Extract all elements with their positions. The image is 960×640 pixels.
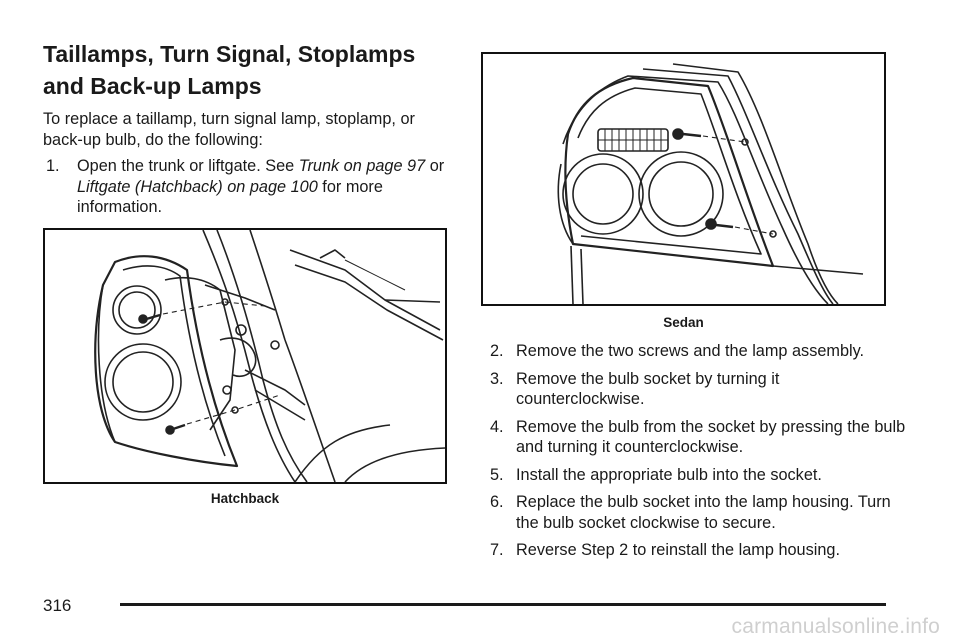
step-6: [490, 492, 910, 533]
step-5-text: Install the appropriate bulb into the socket.: [516, 465, 822, 484]
step-7: [490, 540, 910, 561]
trunk-reference-link[interactable]: Trunk on page 97: [298, 157, 426, 175]
liftgate-reference-link[interactable]: Liftgate (Hatchback) on page 100: [77, 177, 318, 196]
step-6-number: 6.: [490, 493, 504, 511]
hatchback-taillamp-drawing: [45, 230, 445, 482]
steps-list: [490, 341, 910, 568]
step-5-number: 5.: [490, 465, 504, 484]
section-title-line1: Taillamps, Turn Signal, Stoplamps: [43, 41, 416, 67]
intro-paragraph: To replace a taillamp, turn signal lamp, stoplamp, or back-up bulb, do the following:: [43, 110, 415, 149]
step-1-number: 1.: [46, 157, 60, 175]
step-7-number: 7.: [490, 541, 504, 559]
step-1-text: [77, 156, 453, 218]
step-5: [490, 465, 910, 486]
hatchback-illustration: [43, 228, 447, 484]
step-1-text-c: for more information.: [77, 177, 383, 216]
step-4-text: Remove the bulb from the socket by pressing the bulb and turning it counterclockwise.: [516, 417, 906, 456]
step-1-text-b: or: [425, 157, 445, 175]
step-7-text: Reverse Step 2 to reinstall the lamp housing.: [516, 541, 840, 559]
step-1: [43, 156, 453, 218]
sedan-illustration: [481, 52, 886, 306]
step-3-text: Remove the bulb socket by turning it counterclockwise.: [516, 369, 780, 408]
step-2-text: Remove the two screws and the lamp assembly.: [516, 342, 865, 360]
sedan-caption: Sedan: [663, 315, 704, 330]
step-1-text-a: Open the trunk or liftgate. See: [77, 157, 299, 175]
watermark: carmanualsonline.info: [731, 615, 940, 638]
hatchback-caption: Hatchback: [210, 491, 280, 506]
step-4: [490, 417, 910, 458]
step-2: [490, 341, 910, 362]
step-2-number: 2.: [490, 342, 504, 360]
footer-rule: [120, 603, 886, 606]
sedan-taillamp-drawing: [483, 54, 884, 304]
page-number: 316: [43, 596, 72, 615]
step-3: [490, 369, 910, 410]
step-6-text: Replace the bulb socket into the lamp housing. Turn the bulb socket clockwise to secure.: [516, 493, 891, 532]
step-3-number: 3.: [490, 369, 504, 388]
section-title-line2: and Back-up Lamps: [43, 73, 262, 99]
step-4-number: 4.: [490, 417, 504, 436]
section-title: [43, 38, 463, 102]
